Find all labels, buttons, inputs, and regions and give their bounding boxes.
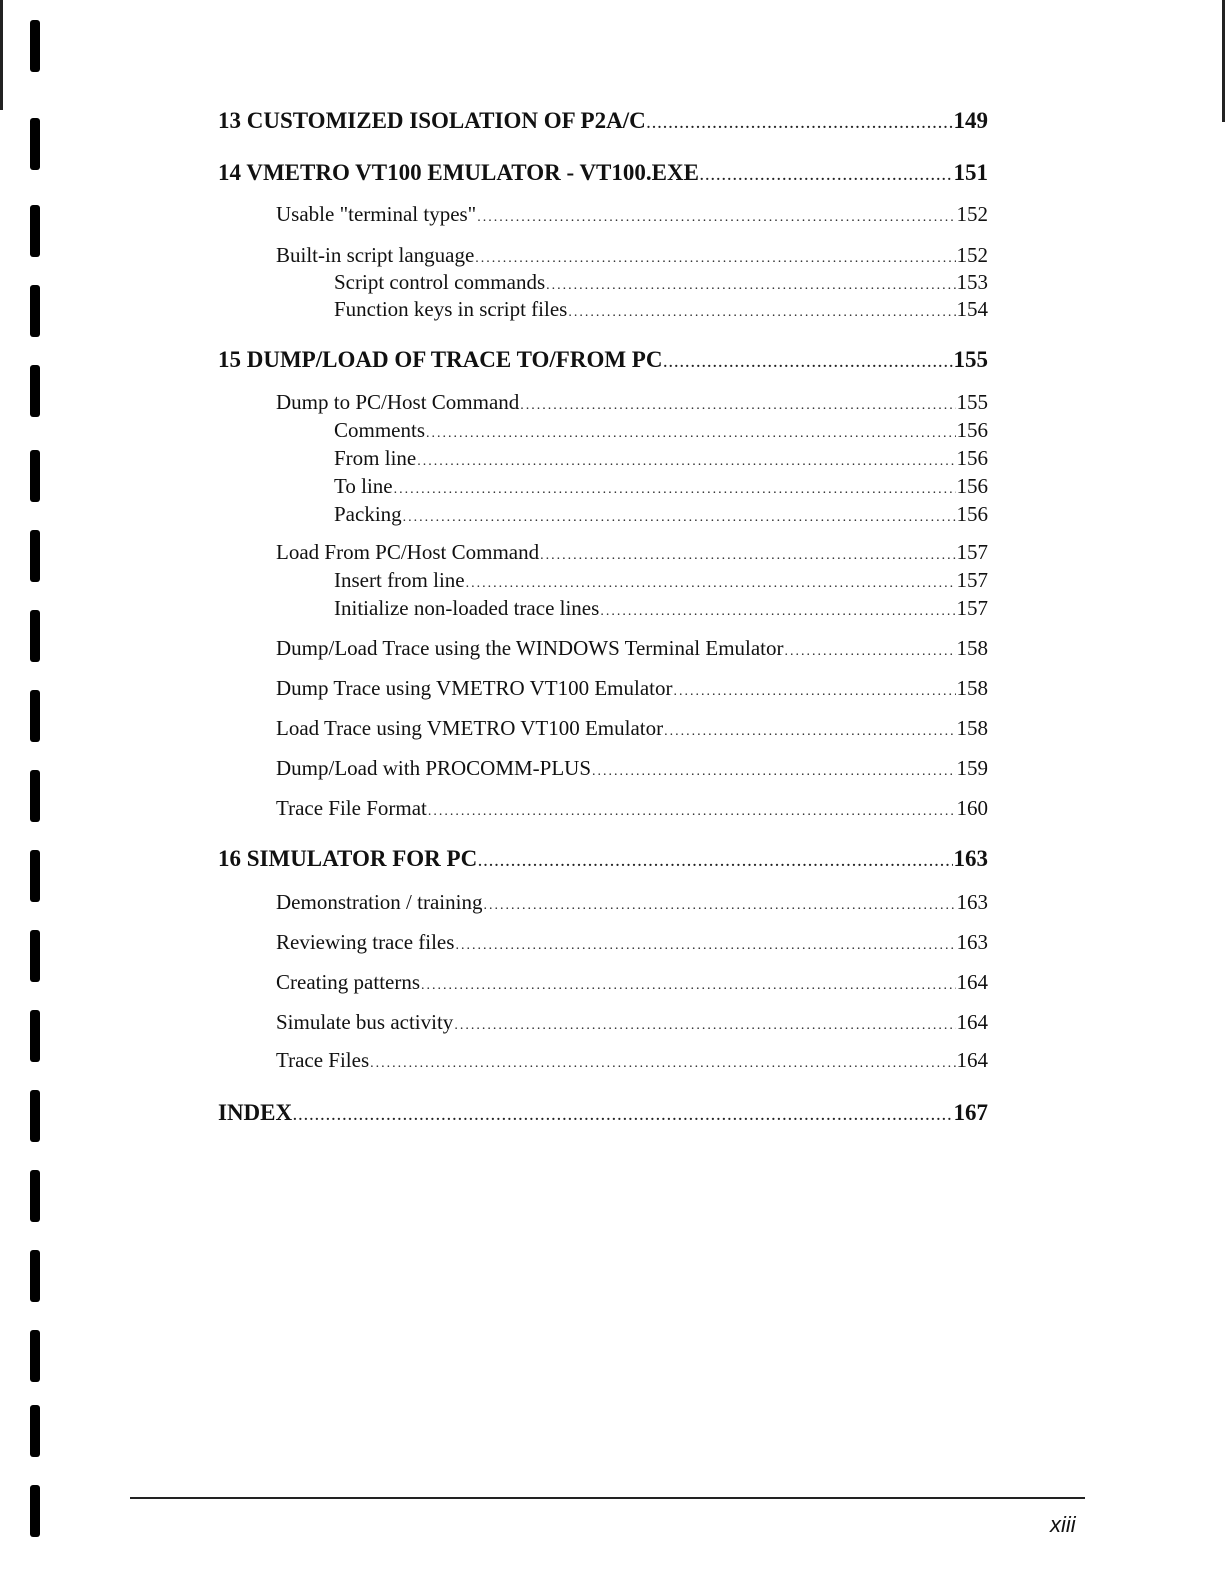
dot-leader [426, 426, 955, 442]
toc-entry[interactable] [334, 270, 988, 295]
toc-entry-title: Demonstration / training [276, 890, 483, 914]
dot-leader [403, 510, 956, 526]
toc-entry-page: 163 [956, 930, 988, 954]
toc-entry-page: 152 [956, 243, 988, 267]
dot-leader [475, 251, 955, 267]
dot-leader [454, 1018, 955, 1034]
toc-entry-title: Load Trace using VMETRO VT100 Emulator [276, 716, 664, 740]
toc-entry[interactable] [276, 243, 988, 268]
toc-entry-title: Comments [334, 418, 426, 442]
toc-entry-page: 160 [956, 796, 988, 820]
dot-leader [417, 454, 955, 470]
toc-entry-page: 163 [956, 890, 988, 914]
toc-chapter-entry[interactable] [218, 108, 988, 134]
toc-entry-page: 164 [956, 1048, 988, 1072]
toc-entry-page: 156 [956, 418, 988, 442]
toc-entry-page: 164 [956, 1010, 988, 1034]
dot-leader [664, 724, 955, 740]
toc-entry-title: INDEX [218, 1100, 293, 1125]
toc-entry-page: 155 [956, 390, 988, 414]
footer-divider [130, 1497, 1085, 1499]
toc-entry[interactable] [334, 502, 988, 527]
toc-entry-title: Insert from line [334, 568, 465, 592]
dot-leader [293, 1109, 952, 1125]
toc-entry[interactable] [334, 446, 988, 471]
toc-entry[interactable] [334, 596, 988, 621]
toc-entry-page: 163 [953, 846, 988, 871]
toc-entry[interactable] [276, 636, 988, 661]
toc-entry-title: Usable "terminal types" [276, 202, 477, 226]
toc-entry-title: Dump/Load with PROCOMM-PLUS [276, 756, 592, 780]
toc-entry-title: To line [334, 474, 393, 498]
toc-entry-title: Script control commands [334, 270, 546, 294]
toc-entry-page: 158 [956, 676, 988, 700]
dot-leader [477, 210, 955, 226]
dot-leader [421, 978, 955, 994]
toc-entry-page: 157 [956, 596, 988, 620]
dot-leader [540, 548, 955, 564]
toc-entry-title: Trace File Format [276, 796, 427, 820]
toc-entry-title: Function keys in script files [334, 297, 568, 321]
dot-leader [455, 938, 955, 954]
toc-entry[interactable] [276, 202, 988, 227]
dot-leader [520, 398, 955, 414]
toc-entry-title: Initialize non-loaded trace lines [334, 596, 600, 620]
toc-entry[interactable] [276, 890, 988, 915]
toc-entry[interactable] [276, 540, 988, 565]
toc-entry[interactable] [276, 1048, 988, 1073]
toc-chapter-entry[interactable] [218, 347, 988, 373]
dot-leader [700, 169, 953, 185]
toc-entry-page: 159 [956, 756, 988, 780]
toc-entry[interactable] [276, 1010, 988, 1035]
dot-leader [592, 764, 955, 780]
dot-leader [466, 576, 956, 592]
toc-entry[interactable] [276, 676, 988, 701]
toc-entry-page: 156 [956, 474, 988, 498]
toc-entry-title: 13 CUSTOMIZED ISOLATION OF P2A/C [218, 108, 646, 133]
page-number: xiii [1050, 1512, 1076, 1537]
toc-entry[interactable] [276, 756, 988, 781]
toc-chapter-entry[interactable] [218, 160, 988, 186]
toc-entry-page: 156 [956, 502, 988, 526]
dot-leader [568, 305, 955, 321]
dot-leader [394, 482, 956, 498]
toc-entry-title: Built-in script language [276, 243, 475, 267]
toc-chapter-entry[interactable] [218, 1100, 988, 1126]
toc-entry-title: Packing [334, 502, 402, 526]
dot-leader [478, 855, 952, 871]
dot-leader [546, 278, 955, 294]
dot-leader [600, 604, 955, 620]
toc-entry[interactable] [276, 970, 988, 995]
toc-entry[interactable] [334, 418, 988, 443]
dot-leader [483, 898, 955, 914]
toc-entry-page: 152 [956, 202, 988, 226]
toc-entry-title: Creating patterns [276, 970, 421, 994]
toc-entry-page: 154 [956, 297, 988, 321]
toc-entry-page: 157 [956, 540, 988, 564]
toc-entry-title: Dump/Load Trace using the WINDOWS Terminal Emulator [276, 636, 784, 660]
toc-entry-title: Load From PC/Host Command [276, 540, 540, 564]
toc-entry-title: Simulate bus activity [276, 1010, 454, 1034]
dot-leader [673, 684, 955, 700]
toc-entry[interactable] [334, 474, 988, 499]
toc-entry[interactable] [276, 930, 988, 955]
dot-leader [785, 644, 956, 660]
toc-chapter-entry[interactable] [218, 846, 988, 872]
toc-entry-page: 158 [956, 716, 988, 740]
toc-entry-title: Dump to PC/Host Command [276, 390, 520, 414]
toc-entry-title: 14 VMETRO VT100 EMULATOR - VT100.EXE [218, 160, 699, 185]
toc-entry-page: 151 [953, 160, 988, 185]
toc-entry[interactable] [334, 297, 988, 322]
toc-entry[interactable] [276, 796, 988, 821]
toc-entry-title: 16 SIMULATOR FOR PC [218, 846, 478, 871]
toc-entry-title: Trace Files [276, 1048, 370, 1072]
toc-entry-title: 15 DUMP/LOAD OF TRACE TO/FROM PC [218, 347, 663, 372]
dot-leader [663, 356, 952, 372]
toc-entry-page: 149 [953, 108, 988, 133]
dot-leader [370, 1056, 955, 1072]
toc-entry[interactable] [276, 716, 988, 741]
toc-entry-title: Dump Trace using VMETRO VT100 Emulator [276, 676, 673, 700]
toc-entry-page: 156 [956, 446, 988, 470]
toc-entry-page: 157 [956, 568, 988, 592]
toc-entry[interactable] [276, 390, 988, 415]
toc-entry-title: From line [334, 446, 417, 470]
toc-entry-page: 167 [953, 1100, 988, 1125]
toc-entry-page: 155 [953, 347, 988, 372]
toc-entry-title: Reviewing trace files [276, 930, 455, 954]
toc-entry-page: 164 [956, 970, 988, 994]
dot-leader [647, 117, 953, 133]
toc-entry[interactable] [334, 568, 988, 593]
dot-leader [428, 804, 956, 820]
toc-entry-page: 158 [956, 636, 988, 660]
toc-entry-page: 153 [956, 270, 988, 294]
